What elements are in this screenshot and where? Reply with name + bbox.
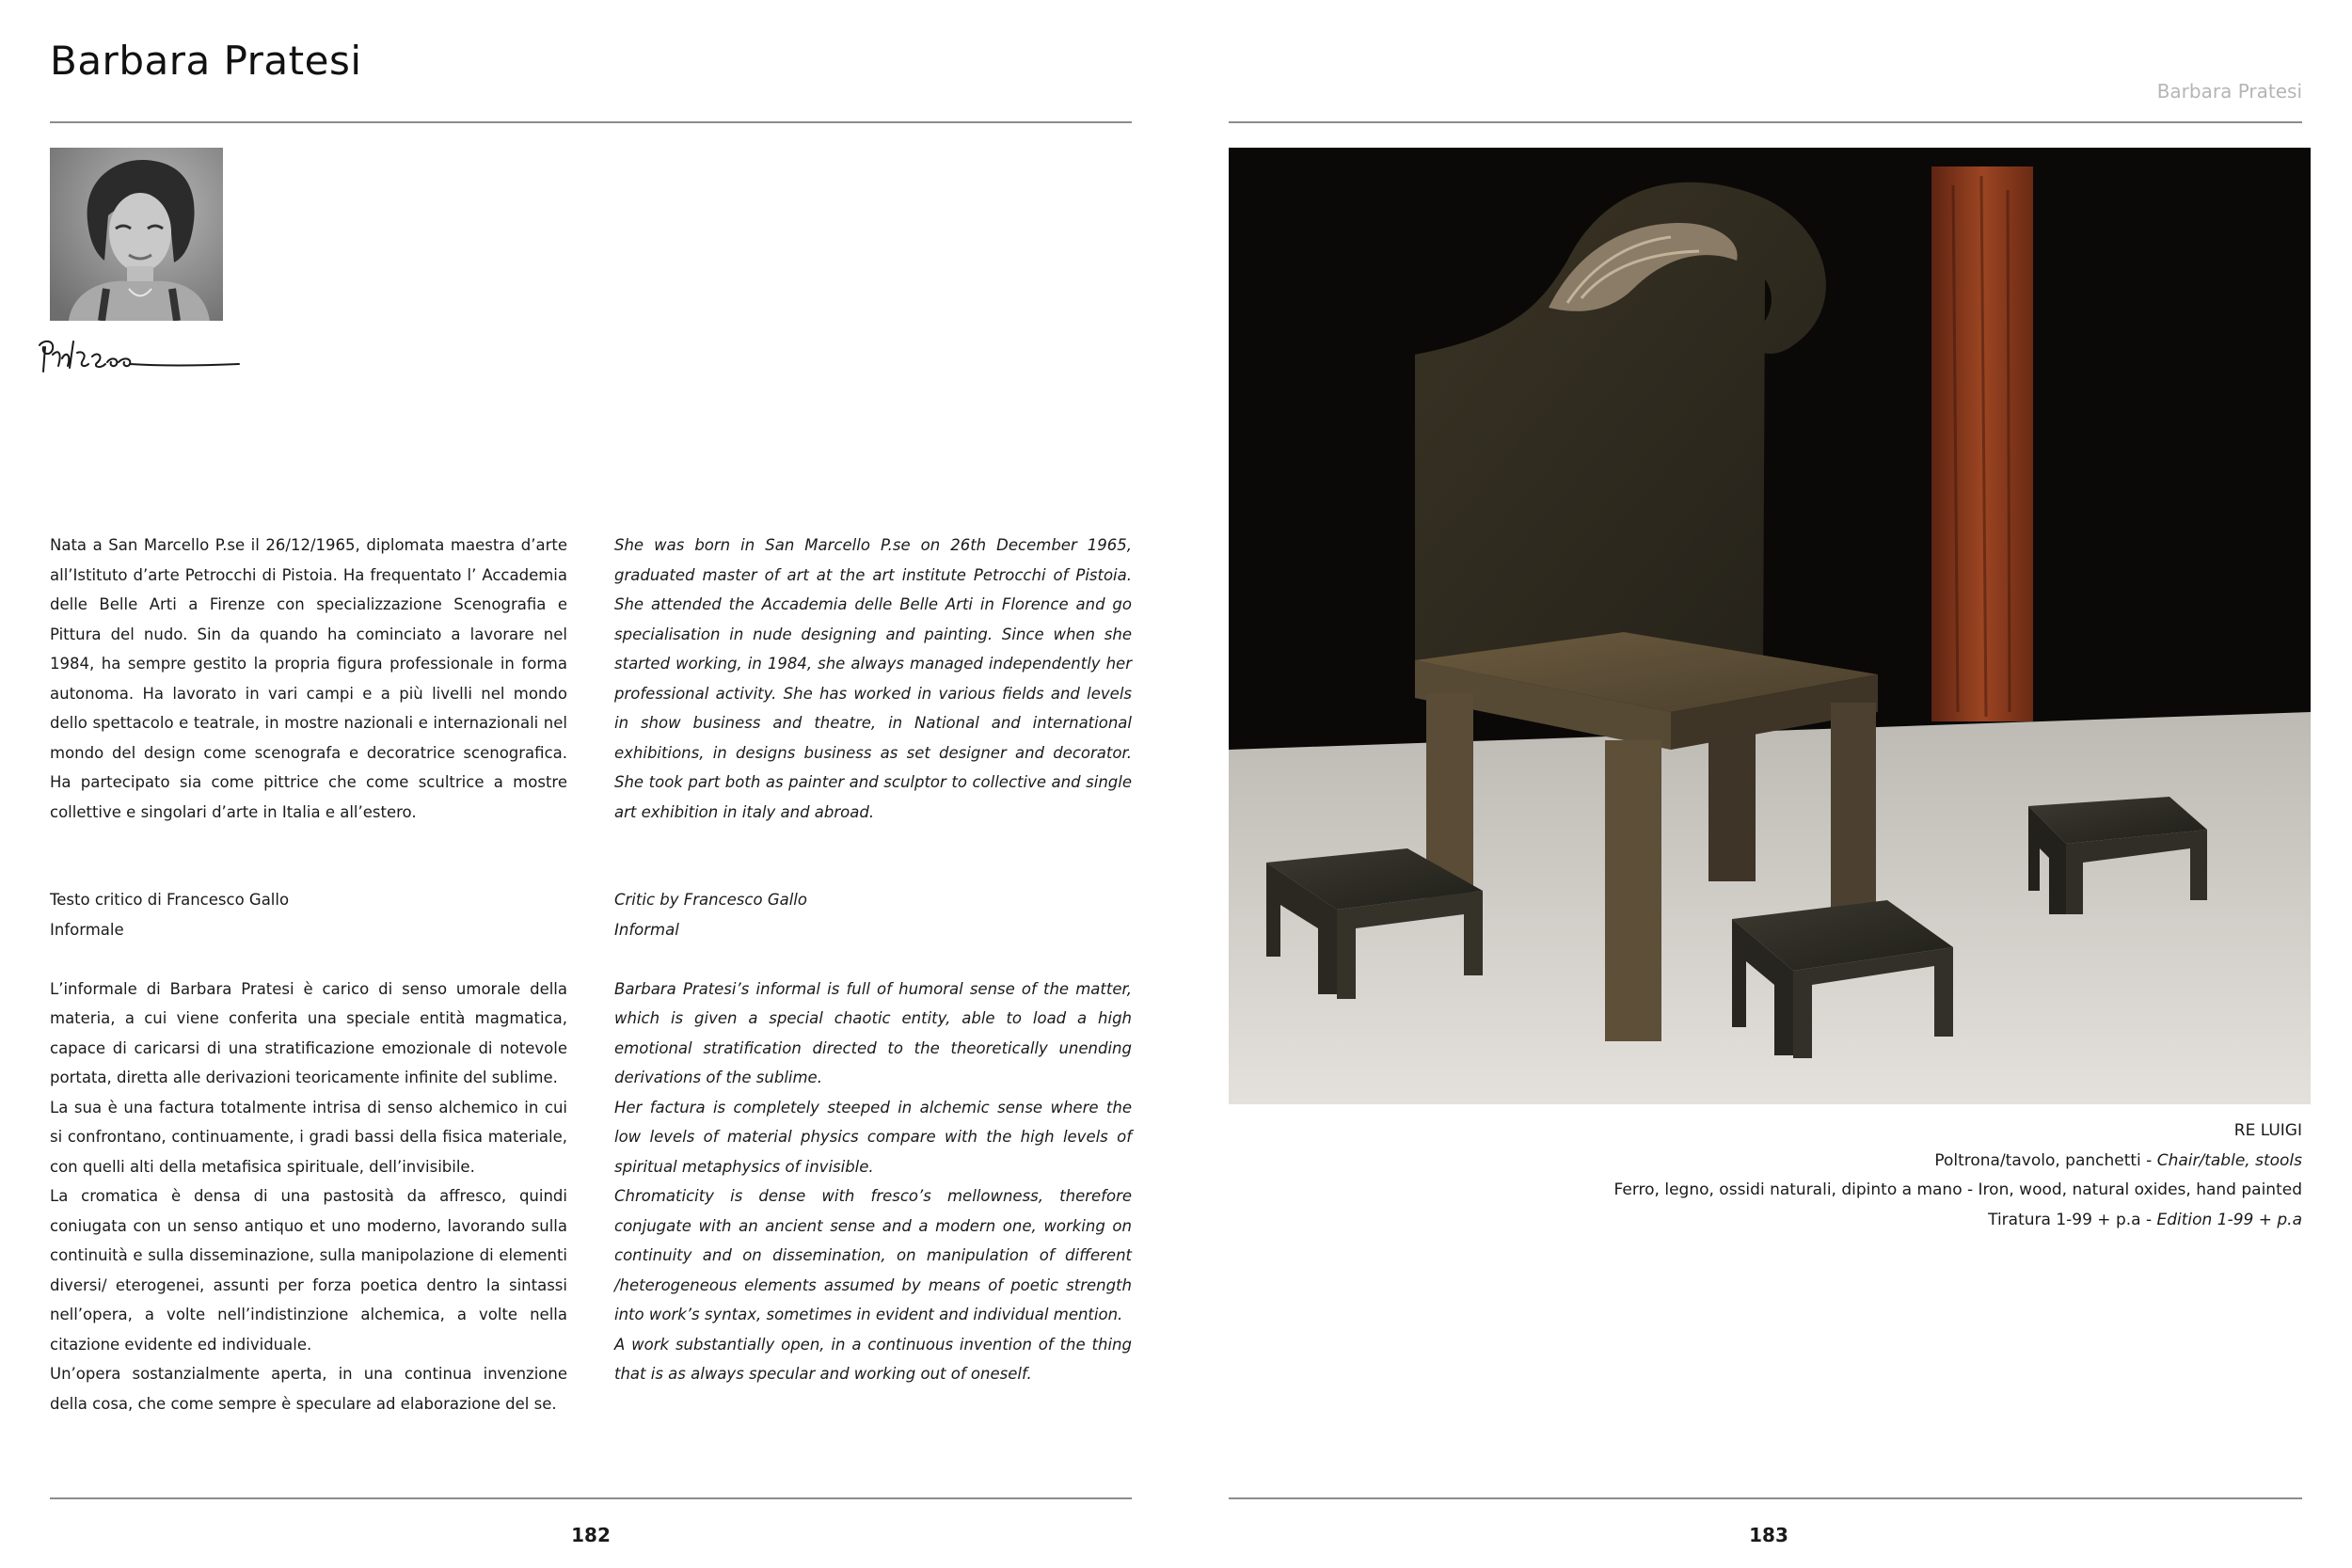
critic-byline: Testo critico di Francesco Gallo (50, 891, 290, 909)
critic-paragraph: La cromatica è densa di una pastosità da affresco, quindi coniugata con un senso antiquo et uno moderno, lavorando sulla continuità e sulla disseminazione, sulla manipolazione di elementi diversi/ eterogenei, assunti per forza poetica dentro la sintassi nell’opera, a volte nell’indistinzione alchemica, a volte nella citazione evidente ed individuale. (50, 1187, 567, 1354)
header-rule (50, 121, 1132, 123)
page-title: Barbara Pratesi (50, 38, 362, 84)
artwork-type: Poltrona/tavolo, panchetti - Chair/table, stools (1934, 1150, 2302, 1170)
footer-rule (1229, 1497, 2302, 1499)
biography-italian-text: Nata a San Marcello P.se il 26/12/1965, diplomata maestra d’arte all’Istituto d’arte Petrocchi di Pistoia. Ha frequentato l’ Accademia delle Belle Arti a Firenze con specializzazione Scenografia e Pittura del nudo. Sin da quando ha cominciato a lavorare nel 1984, ha sempre gestito la propria figura professionale in forma autonoma. Ha lavorato in vari campi e a più livelli nel mondo dello spettacolo e teatrale, in mostre nazionali e internazionali nel mondo del design come scenografa e decoratrice scenografica. Ha partecipato sia come pittrice che come scultrice a mostre collettive e singolari d’arte in Italia e all’estero. (50, 536, 567, 821)
artist-signature (36, 334, 243, 381)
artwork-edition: Tiratura 1-99 + p.a - Edition 1-99 + p.a (1988, 1210, 2302, 1229)
critic-text-english (614, 885, 1132, 1389)
critic-heading: Informale (50, 920, 124, 939)
header-rule (1229, 121, 2302, 123)
critic-paragraph: Her factura is completely steeped in alchemic sense where the low levels of material physics compare with the high levels of spiritual metaphysics of invisible. (614, 1098, 1132, 1176)
artwork-image (1229, 148, 2311, 1104)
footer-rule (50, 1497, 1132, 1499)
critic-paragraph: Chromaticity is dense with fresco’s mellowness, therefore conjugate with an ancient sense and a modern one, working on continuity and on dissemination, on manipulation of different /heterogeneous elements assumed by means of poetic strength into work’s syntax, sometimes in evident and individual mention. (614, 1187, 1132, 1323)
portrait-image (50, 148, 223, 321)
artwork-caption (1455, 1117, 2302, 1235)
page-number: 182 (571, 1524, 611, 1546)
critic-paragraph: L’informale di Barbara Pratesi è carico di senso umorale della materia, a cui viene conferita una speciale entità magmatica, capace di caricarsi di una stratificazione emozionale di notevole portata, diretta alle derivazioni teoricamente infinite del sublime. (50, 979, 567, 1086)
critic-paragraph: Un’opera sostanzialmente aperta, in una continua invenzione della cosa, che come sempre è speculare ad elaborazione del se. (50, 1365, 567, 1413)
artwork-title: RE LUIGI (2233, 1121, 2302, 1140)
critic-paragraph: A work substantially open, in a continuous invention of the thing that is as always specular and working out of oneself. (614, 1335, 1132, 1383)
critic-text-italian (50, 885, 567, 1418)
running-head: Barbara Pratesi (2156, 80, 2302, 103)
critic-byline: Critic by Francesco Gallo (614, 891, 807, 909)
critic-heading: Informal (614, 920, 679, 939)
artwork-photo (1229, 148, 2311, 1104)
critic-paragraph: Barbara Pratesi’s informal is full of humoral sense of the matter, which is given a special chaotic entity, able to load a high emotional stratification directed to the theoretically unending derivations of the sublime. (614, 979, 1132, 1086)
biography-italian (50, 531, 567, 827)
right-page (1176, 0, 2352, 1568)
biography-english-text: She was born in San Marcello P.se on 26th December 1965, graduated master of art at the art institute Petrocchi of Pistoia. She attended the Accademia delle Belle Arti in Florence and go specialisation in nude designing and painting. Since when she started working, in 1984, she always managed independently her professional activity. She has worked in various fields and levels in show business and theatre, in National and international exhibitions, in designs business as set designer and decorator. She took part both as painter and sculptor to collective and single art exhibition in italy and abroad. (614, 536, 1132, 821)
artwork-materials: Ferro, legno, ossidi naturali, dipinto a mano - Iron, wood, natural oxides, hand painted (1613, 1180, 2302, 1199)
critic-paragraph: La sua è una factura totalmente intrisa di senso alchemico in cui si confrontano, continuamente, i gradi bassi della fisica materiale, con quelli alti della metafisica spirituale, dell’invisibile. (50, 1098, 567, 1176)
biography-english (614, 531, 1132, 827)
artist-portrait (50, 148, 223, 321)
page-number: 183 (1749, 1524, 1788, 1546)
